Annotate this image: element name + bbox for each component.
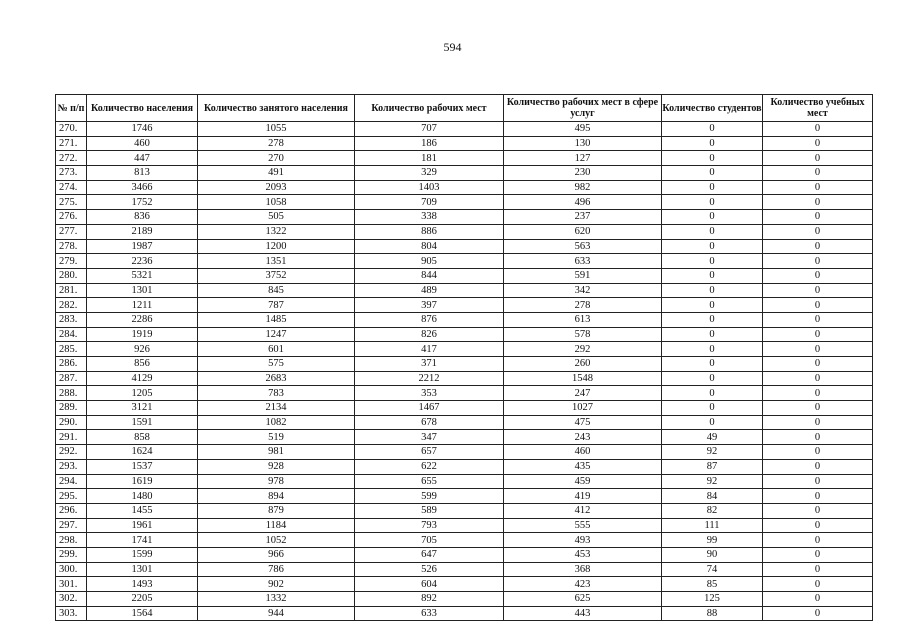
service-jobs-cell: 460 bbox=[504, 445, 662, 460]
population-cell: 858 bbox=[87, 430, 198, 445]
population-cell: 1211 bbox=[87, 298, 198, 313]
employed-cell: 1351 bbox=[198, 254, 355, 269]
study-places-cell: 0 bbox=[763, 562, 873, 577]
study-places-cell: 0 bbox=[763, 122, 873, 137]
employed-cell: 1485 bbox=[198, 312, 355, 327]
table-row bbox=[56, 224, 873, 239]
employed-cell: 902 bbox=[198, 577, 355, 592]
population-cell: 1480 bbox=[87, 489, 198, 504]
row-number-cell: 300. bbox=[56, 562, 87, 577]
population-cell: 1624 bbox=[87, 445, 198, 460]
row-number-cell: 286. bbox=[56, 357, 87, 372]
table-row bbox=[56, 312, 873, 327]
service-jobs-cell: 435 bbox=[504, 459, 662, 474]
jobs-cell: 844 bbox=[355, 268, 504, 283]
population-cell: 1493 bbox=[87, 577, 198, 592]
students-cell: 0 bbox=[662, 224, 763, 239]
service-jobs-cell: 419 bbox=[504, 489, 662, 504]
row-number-cell: 272. bbox=[56, 151, 87, 166]
service-jobs-cell: 292 bbox=[504, 342, 662, 357]
jobs-cell: 905 bbox=[355, 254, 504, 269]
table-row bbox=[56, 474, 873, 489]
jobs-cell: 709 bbox=[355, 195, 504, 210]
row-number-cell: 278. bbox=[56, 239, 87, 254]
employed-cell: 278 bbox=[198, 136, 355, 151]
students-cell: 0 bbox=[662, 298, 763, 313]
table-row bbox=[56, 415, 873, 430]
jobs-cell: 397 bbox=[355, 298, 504, 313]
students-cell: 0 bbox=[662, 254, 763, 269]
population-cell: 1746 bbox=[87, 122, 198, 137]
row-number-cell: 277. bbox=[56, 224, 87, 239]
population-cell: 1987 bbox=[87, 239, 198, 254]
study-places-cell: 0 bbox=[763, 210, 873, 225]
service-jobs-cell: 230 bbox=[504, 166, 662, 181]
service-jobs-cell: 633 bbox=[504, 254, 662, 269]
header-row-number: № п/п bbox=[56, 95, 87, 122]
population-cell: 2286 bbox=[87, 312, 198, 327]
employed-cell: 1332 bbox=[198, 592, 355, 607]
table-row bbox=[56, 283, 873, 298]
study-places-cell: 0 bbox=[763, 166, 873, 181]
employed-cell: 505 bbox=[198, 210, 355, 225]
table-row bbox=[56, 459, 873, 474]
service-jobs-cell: 237 bbox=[504, 210, 662, 225]
service-jobs-cell: 493 bbox=[504, 533, 662, 548]
service-jobs-cell: 260 bbox=[504, 357, 662, 372]
population-cell: 1599 bbox=[87, 547, 198, 562]
population-cell: 460 bbox=[87, 136, 198, 151]
employed-cell: 786 bbox=[198, 562, 355, 577]
row-number-cell: 294. bbox=[56, 474, 87, 489]
students-cell: 0 bbox=[662, 122, 763, 137]
students-cell: 49 bbox=[662, 430, 763, 445]
students-cell: 87 bbox=[662, 459, 763, 474]
study-places-cell: 0 bbox=[763, 533, 873, 548]
jobs-cell: 2212 bbox=[355, 371, 504, 386]
population-cell: 813 bbox=[87, 166, 198, 181]
table-row bbox=[56, 430, 873, 445]
service-jobs-cell: 1548 bbox=[504, 371, 662, 386]
students-cell: 0 bbox=[662, 386, 763, 401]
header-study-places: Количество учебных мест bbox=[763, 95, 873, 122]
service-jobs-cell: 495 bbox=[504, 122, 662, 137]
jobs-cell: 338 bbox=[355, 210, 504, 225]
table-row bbox=[56, 298, 873, 313]
employed-cell: 783 bbox=[198, 386, 355, 401]
row-number-cell: 295. bbox=[56, 489, 87, 504]
header-employed-population: Количество занятого населения bbox=[198, 95, 355, 122]
row-number-cell: 279. bbox=[56, 254, 87, 269]
jobs-cell: 655 bbox=[355, 474, 504, 489]
study-places-cell: 0 bbox=[763, 386, 873, 401]
service-jobs-cell: 625 bbox=[504, 592, 662, 607]
service-jobs-cell: 578 bbox=[504, 327, 662, 342]
table-row bbox=[56, 518, 873, 533]
employed-cell: 2683 bbox=[198, 371, 355, 386]
study-places-cell: 0 bbox=[763, 445, 873, 460]
students-cell: 0 bbox=[662, 327, 763, 342]
table-row bbox=[56, 239, 873, 254]
study-places-cell: 0 bbox=[763, 357, 873, 372]
study-places-cell: 0 bbox=[763, 503, 873, 518]
study-places-cell: 0 bbox=[763, 180, 873, 195]
students-cell: 0 bbox=[662, 415, 763, 430]
employed-cell: 575 bbox=[198, 357, 355, 372]
service-jobs-cell: 475 bbox=[504, 415, 662, 430]
table-row bbox=[56, 386, 873, 401]
study-places-cell: 0 bbox=[763, 254, 873, 269]
employed-cell: 2134 bbox=[198, 401, 355, 416]
study-places-cell: 0 bbox=[763, 283, 873, 298]
row-number-cell: 276. bbox=[56, 210, 87, 225]
population-cell: 1301 bbox=[87, 283, 198, 298]
service-jobs-cell: 613 bbox=[504, 312, 662, 327]
employed-cell: 1055 bbox=[198, 122, 355, 137]
population-cell: 1961 bbox=[87, 518, 198, 533]
population-cell: 1537 bbox=[87, 459, 198, 474]
table-row bbox=[56, 122, 873, 137]
row-number-cell: 280. bbox=[56, 268, 87, 283]
table-row bbox=[56, 136, 873, 151]
service-jobs-cell: 130 bbox=[504, 136, 662, 151]
service-jobs-cell: 412 bbox=[504, 503, 662, 518]
service-jobs-cell: 243 bbox=[504, 430, 662, 445]
table-row bbox=[56, 180, 873, 195]
jobs-cell: 599 bbox=[355, 489, 504, 504]
students-cell: 0 bbox=[662, 371, 763, 386]
jobs-cell: 371 bbox=[355, 357, 504, 372]
students-cell: 0 bbox=[662, 283, 763, 298]
population-cell: 2236 bbox=[87, 254, 198, 269]
table-row bbox=[56, 268, 873, 283]
employed-cell: 978 bbox=[198, 474, 355, 489]
service-jobs-cell: 591 bbox=[504, 268, 662, 283]
students-cell: 90 bbox=[662, 547, 763, 562]
row-number-cell: 302. bbox=[56, 592, 87, 607]
table-row bbox=[56, 342, 873, 357]
employed-cell: 270 bbox=[198, 151, 355, 166]
table-row bbox=[56, 547, 873, 562]
jobs-cell: 1403 bbox=[355, 180, 504, 195]
table-row bbox=[56, 357, 873, 372]
employed-cell: 1052 bbox=[198, 533, 355, 548]
jobs-cell: 647 bbox=[355, 547, 504, 562]
population-cell: 856 bbox=[87, 357, 198, 372]
row-number-cell: 283. bbox=[56, 312, 87, 327]
row-number-cell: 275. bbox=[56, 195, 87, 210]
service-jobs-cell: 563 bbox=[504, 239, 662, 254]
population-cell: 1205 bbox=[87, 386, 198, 401]
students-cell: 0 bbox=[662, 151, 763, 166]
students-cell: 88 bbox=[662, 606, 763, 621]
row-number-cell: 298. bbox=[56, 533, 87, 548]
service-jobs-cell: 443 bbox=[504, 606, 662, 621]
employed-cell: 787 bbox=[198, 298, 355, 313]
study-places-cell: 0 bbox=[763, 547, 873, 562]
header-service-jobs: Количество рабочих мест в сфере услуг bbox=[504, 95, 662, 122]
study-places-cell: 0 bbox=[763, 415, 873, 430]
population-cell: 1741 bbox=[87, 533, 198, 548]
jobs-cell: 876 bbox=[355, 312, 504, 327]
employed-cell: 981 bbox=[198, 445, 355, 460]
service-jobs-cell: 982 bbox=[504, 180, 662, 195]
population-cell: 1919 bbox=[87, 327, 198, 342]
service-jobs-cell: 127 bbox=[504, 151, 662, 166]
service-jobs-cell: 247 bbox=[504, 386, 662, 401]
header-students: Количество студентов bbox=[662, 95, 763, 122]
jobs-cell: 705 bbox=[355, 533, 504, 548]
row-number-cell: 292. bbox=[56, 445, 87, 460]
study-places-cell: 0 bbox=[763, 327, 873, 342]
jobs-cell: 353 bbox=[355, 386, 504, 401]
employed-cell: 601 bbox=[198, 342, 355, 357]
employed-cell: 2093 bbox=[198, 180, 355, 195]
employed-cell: 1200 bbox=[198, 239, 355, 254]
row-number-cell: 290. bbox=[56, 415, 87, 430]
employed-cell: 519 bbox=[198, 430, 355, 445]
jobs-cell: 186 bbox=[355, 136, 504, 151]
study-places-cell: 0 bbox=[763, 268, 873, 283]
study-places-cell: 0 bbox=[763, 592, 873, 607]
page-number: 594 bbox=[443, 40, 462, 54]
service-jobs-cell: 555 bbox=[504, 518, 662, 533]
jobs-cell: 678 bbox=[355, 415, 504, 430]
table-row bbox=[56, 445, 873, 460]
employed-cell: 928 bbox=[198, 459, 355, 474]
population-cell: 836 bbox=[87, 210, 198, 225]
jobs-cell: 604 bbox=[355, 577, 504, 592]
employed-cell: 3752 bbox=[198, 268, 355, 283]
employed-cell: 1058 bbox=[198, 195, 355, 210]
header-population: Количество населения bbox=[87, 95, 198, 122]
study-places-cell: 0 bbox=[763, 224, 873, 239]
jobs-cell: 886 bbox=[355, 224, 504, 239]
students-cell: 99 bbox=[662, 533, 763, 548]
students-cell: 0 bbox=[662, 239, 763, 254]
jobs-cell: 622 bbox=[355, 459, 504, 474]
row-number-cell: 297. bbox=[56, 518, 87, 533]
jobs-cell: 526 bbox=[355, 562, 504, 577]
population-cell: 1752 bbox=[87, 195, 198, 210]
service-jobs-cell: 368 bbox=[504, 562, 662, 577]
jobs-cell: 633 bbox=[355, 606, 504, 621]
service-jobs-cell: 459 bbox=[504, 474, 662, 489]
students-cell: 92 bbox=[662, 445, 763, 460]
service-jobs-cell: 278 bbox=[504, 298, 662, 313]
population-cell: 1455 bbox=[87, 503, 198, 518]
population-cell: 2205 bbox=[87, 592, 198, 607]
population-cell: 1591 bbox=[87, 415, 198, 430]
row-number-cell: 293. bbox=[56, 459, 87, 474]
jobs-cell: 1467 bbox=[355, 401, 504, 416]
jobs-cell: 347 bbox=[355, 430, 504, 445]
table-row bbox=[56, 327, 873, 342]
students-cell: 0 bbox=[662, 210, 763, 225]
study-places-cell: 0 bbox=[763, 239, 873, 254]
table-row bbox=[56, 489, 873, 504]
jobs-cell: 417 bbox=[355, 342, 504, 357]
population-cell: 447 bbox=[87, 151, 198, 166]
population-cell: 5321 bbox=[87, 268, 198, 283]
service-jobs-cell: 496 bbox=[504, 195, 662, 210]
row-number-cell: 303. bbox=[56, 606, 87, 621]
service-jobs-cell: 423 bbox=[504, 577, 662, 592]
table-row bbox=[56, 562, 873, 577]
students-cell: 111 bbox=[662, 518, 763, 533]
jobs-cell: 892 bbox=[355, 592, 504, 607]
students-cell: 125 bbox=[662, 592, 763, 607]
row-number-cell: 288. bbox=[56, 386, 87, 401]
table-row bbox=[56, 151, 873, 166]
row-number-cell: 284. bbox=[56, 327, 87, 342]
study-places-cell: 0 bbox=[763, 195, 873, 210]
students-cell: 0 bbox=[662, 195, 763, 210]
employed-cell: 1247 bbox=[198, 327, 355, 342]
table-row bbox=[56, 606, 873, 621]
table-row bbox=[56, 371, 873, 386]
row-number-cell: 296. bbox=[56, 503, 87, 518]
jobs-cell: 489 bbox=[355, 283, 504, 298]
row-number-cell: 273. bbox=[56, 166, 87, 181]
study-places-cell: 0 bbox=[763, 430, 873, 445]
table-row bbox=[56, 254, 873, 269]
data-table bbox=[55, 94, 873, 621]
students-cell: 0 bbox=[662, 312, 763, 327]
students-cell: 85 bbox=[662, 577, 763, 592]
study-places-cell: 0 bbox=[763, 136, 873, 151]
jobs-cell: 707 bbox=[355, 122, 504, 137]
study-places-cell: 0 bbox=[763, 151, 873, 166]
table-row bbox=[56, 210, 873, 225]
employed-cell: 944 bbox=[198, 606, 355, 621]
students-cell: 0 bbox=[662, 401, 763, 416]
students-cell: 0 bbox=[662, 342, 763, 357]
study-places-cell: 0 bbox=[763, 489, 873, 504]
students-cell: 0 bbox=[662, 268, 763, 283]
table-body bbox=[56, 122, 873, 621]
population-cell: 3466 bbox=[87, 180, 198, 195]
employed-cell: 845 bbox=[198, 283, 355, 298]
students-cell: 0 bbox=[662, 136, 763, 151]
row-number-cell: 291. bbox=[56, 430, 87, 445]
table-header-row bbox=[56, 95, 873, 122]
students-cell: 84 bbox=[662, 489, 763, 504]
service-jobs-cell: 453 bbox=[504, 547, 662, 562]
study-places-cell: 0 bbox=[763, 606, 873, 621]
jobs-cell: 657 bbox=[355, 445, 504, 460]
employed-cell: 1082 bbox=[198, 415, 355, 430]
table-row bbox=[56, 577, 873, 592]
row-number-cell: 271. bbox=[56, 136, 87, 151]
row-number-cell: 281. bbox=[56, 283, 87, 298]
study-places-cell: 0 bbox=[763, 298, 873, 313]
students-cell: 74 bbox=[662, 562, 763, 577]
population-cell: 3121 bbox=[87, 401, 198, 416]
table-row bbox=[56, 592, 873, 607]
study-places-cell: 0 bbox=[763, 518, 873, 533]
service-jobs-cell: 620 bbox=[504, 224, 662, 239]
study-places-cell: 0 bbox=[763, 474, 873, 489]
population-cell: 1301 bbox=[87, 562, 198, 577]
service-jobs-cell: 342 bbox=[504, 283, 662, 298]
table-row bbox=[56, 401, 873, 416]
jobs-cell: 589 bbox=[355, 503, 504, 518]
row-number-cell: 287. bbox=[56, 371, 87, 386]
row-number-cell: 274. bbox=[56, 180, 87, 195]
population-cell: 2189 bbox=[87, 224, 198, 239]
population-cell: 1564 bbox=[87, 606, 198, 621]
jobs-cell: 793 bbox=[355, 518, 504, 533]
table-row bbox=[56, 503, 873, 518]
population-cell: 4129 bbox=[87, 371, 198, 386]
employed-cell: 966 bbox=[198, 547, 355, 562]
jobs-cell: 826 bbox=[355, 327, 504, 342]
row-number-cell: 282. bbox=[56, 298, 87, 313]
students-cell: 0 bbox=[662, 180, 763, 195]
employed-cell: 894 bbox=[198, 489, 355, 504]
row-number-cell: 289. bbox=[56, 401, 87, 416]
row-number-cell: 270. bbox=[56, 122, 87, 137]
study-places-cell: 0 bbox=[763, 342, 873, 357]
row-number-cell: 301. bbox=[56, 577, 87, 592]
header-jobs: Количество рабочих мест bbox=[355, 95, 504, 122]
study-places-cell: 0 bbox=[763, 312, 873, 327]
study-places-cell: 0 bbox=[763, 401, 873, 416]
table-row bbox=[56, 195, 873, 210]
service-jobs-cell: 1027 bbox=[504, 401, 662, 416]
students-cell: 0 bbox=[662, 166, 763, 181]
table-row bbox=[56, 533, 873, 548]
employed-cell: 1322 bbox=[198, 224, 355, 239]
employed-cell: 491 bbox=[198, 166, 355, 181]
jobs-cell: 804 bbox=[355, 239, 504, 254]
population-cell: 1619 bbox=[87, 474, 198, 489]
row-number-cell: 285. bbox=[56, 342, 87, 357]
population-cell: 926 bbox=[87, 342, 198, 357]
study-places-cell: 0 bbox=[763, 577, 873, 592]
students-cell: 92 bbox=[662, 474, 763, 489]
students-cell: 0 bbox=[662, 357, 763, 372]
row-number-cell: 299. bbox=[56, 547, 87, 562]
jobs-cell: 329 bbox=[355, 166, 504, 181]
employed-cell: 879 bbox=[198, 503, 355, 518]
jobs-cell: 181 bbox=[355, 151, 504, 166]
study-places-cell: 0 bbox=[763, 459, 873, 474]
study-places-cell: 0 bbox=[763, 371, 873, 386]
employed-cell: 1184 bbox=[198, 518, 355, 533]
table-row bbox=[56, 166, 873, 181]
students-cell: 82 bbox=[662, 503, 763, 518]
